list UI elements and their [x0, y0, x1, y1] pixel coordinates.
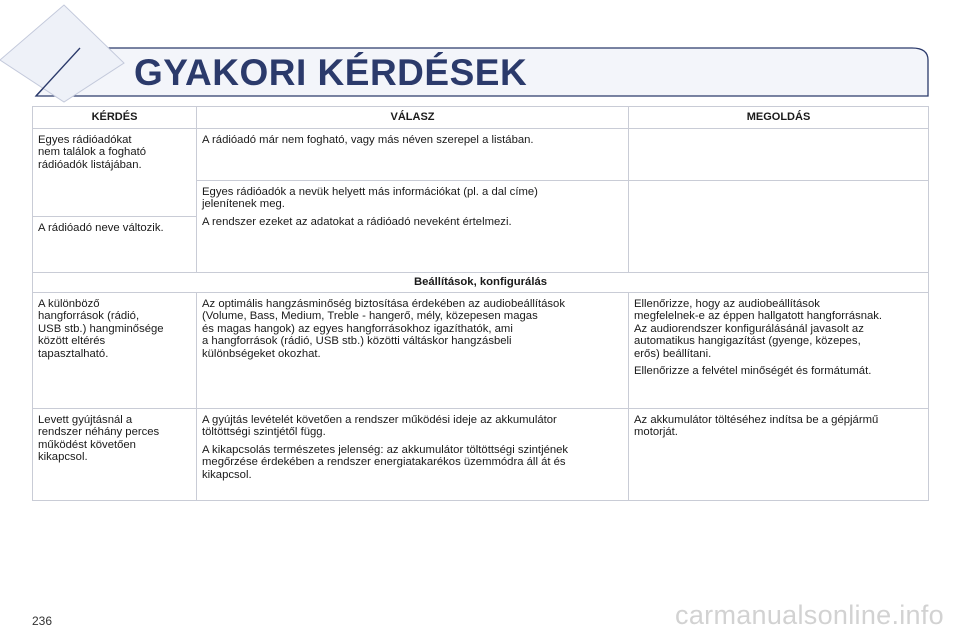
faq-table [32, 106, 929, 501]
table-row [33, 293, 929, 409]
watermark: carmanualsonline.info [675, 600, 944, 630]
question-cell: Levett gyújtásnál a rendszer néhány perces működést követően kikapcsol. [33, 409, 197, 501]
answer-cell: Az optimális hangzásminőség biztosítása érdekében az audiobeállítások (Volume, Bass, Medium, Treble - hangerő, mély, közepesen magas és magas hangok) az egyes hangforrásokhoz igazíthatók, ami a hangforrások (rádió, USB stb.) közötti váltáskor hangzásbeli különbségeket okozhat. [197, 293, 629, 409]
table-row [33, 129, 929, 181]
question-cell: A különböző hangforrások (rádió, USB stb.) hangminősége között eltérés tapasztalható. [33, 293, 197, 409]
section-row [33, 273, 929, 293]
solution-paragraph: Ellenőrizze, hogy az audiobeállítások megfelelnek-e az éppen hallgatott hangforrásnak. Az audiorendszer konfigurálásánál javasolt az automatikus hangigazítást (gyenge, közepes, erős) beállítani. [634, 298, 883, 360]
table-header-row [33, 107, 929, 129]
solution-paragraph: Ellenőrizze a felvétel minőségét és formátumát. [634, 365, 872, 378]
solution-cell: Az akkumulátor töltéséhez indítsa be a gépjármű motorját. [629, 409, 929, 501]
answer-paragraph: A rendszer ezeket az adatokat a rádióadó neveként értelmezi. [202, 215, 512, 228]
page-title: GYAKORI KÉRDÉSEK [134, 52, 528, 93]
column-header-question: KÉRDÉS [33, 107, 197, 129]
question-cell: A rádióadó neve változik. [33, 217, 197, 273]
answer-paragraph: Egyes rádióadók a nevük helyett más információkat (pl. a dal címe) jelenítenek meg. [202, 186, 538, 211]
page-number: 236 [32, 614, 53, 628]
answer-paragraph: A kikapcsolás természetes jelenség: az akkumulátor töltöttségi szintjének megőrzése érdekében a rendszer energiatakarékos üzemmódra áll át és kikapcsol. [202, 443, 569, 481]
question-cell: Egyes rádióadókat nem találok a fogható rádióadók listájában. [33, 129, 197, 217]
column-header-solution: MEGOLDÁS [629, 107, 929, 129]
column-header-answer: VÁLASZ [197, 107, 629, 129]
solution-cell [629, 129, 929, 181]
answer-cell: A rádióadó már nem fogható, vagy más néven szerepel a listában. [197, 129, 629, 181]
solution-cell [629, 181, 929, 273]
solution-cell [629, 293, 929, 409]
answer-cell [197, 181, 629, 273]
answer-cell [197, 409, 629, 501]
answer-paragraph: A gyújtás levételét követően a rendszer működési ideje az akkumulátor töltöttségi szintjétől függ. [202, 414, 557, 439]
table-row [33, 409, 929, 501]
section-title: Beállítások, konfigurálás [33, 273, 929, 293]
